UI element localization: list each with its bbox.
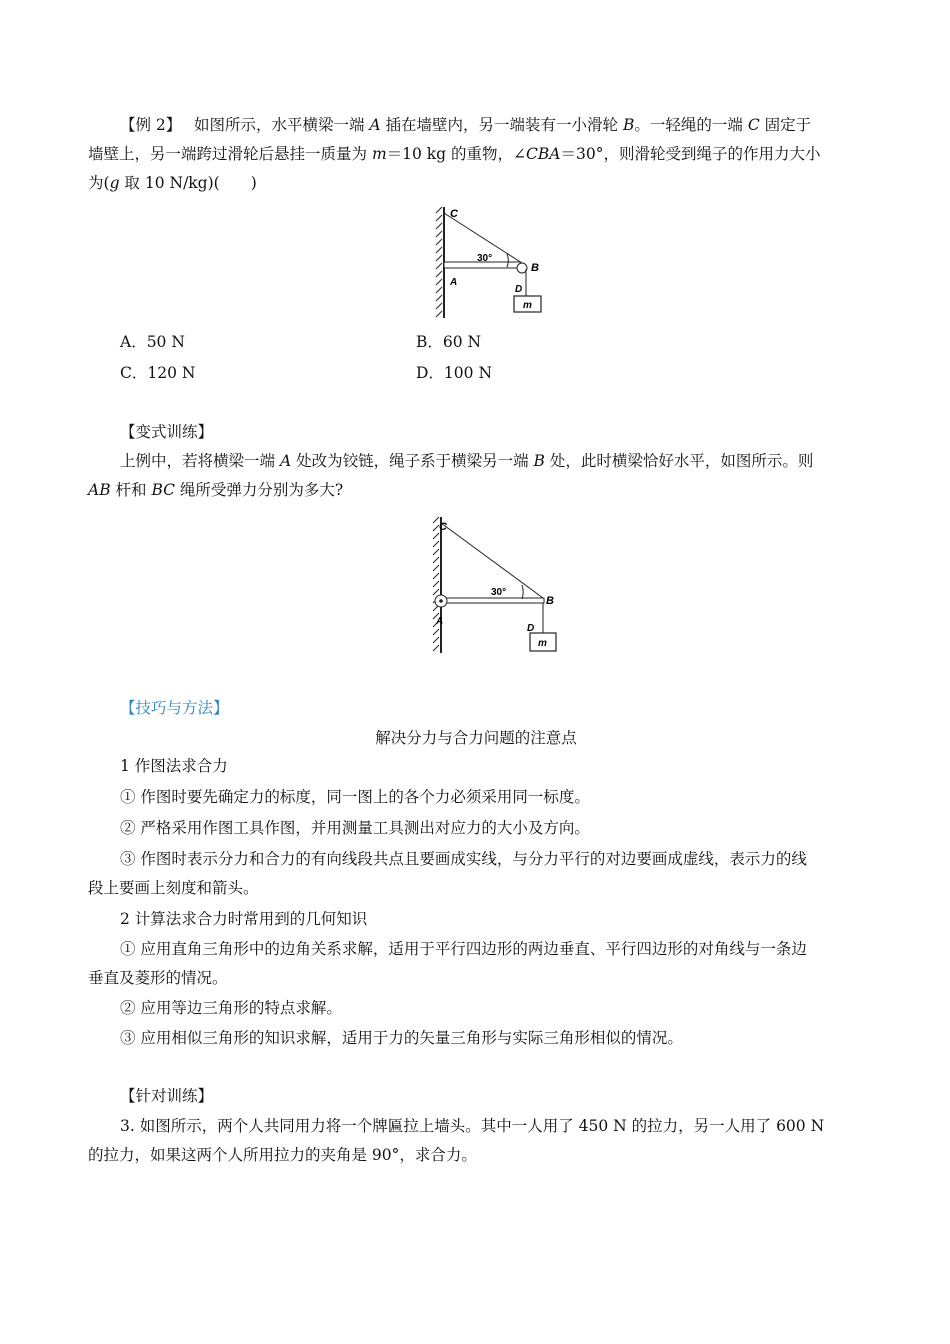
option-c[interactable]: C．120 N [120, 364, 196, 382]
tips-section-2: 2 计算法求合力时常用到的几何知识 [120, 910, 368, 928]
option-d[interactable]: D．100 N [416, 364, 493, 382]
label-c: C [450, 208, 458, 220]
variant-heading: 【变式训练】 [120, 423, 214, 441]
practice-heading: 【针对训练】 [120, 1087, 214, 1105]
label-b: B [531, 262, 539, 274]
example2-label: 【例 2】 [120, 116, 174, 134]
tips-item-2-3: ③ 应用相似三角形的知识求解，适用于力的矢量三角形与实际三角形相似的情况。 [120, 1029, 683, 1047]
angle-arc [522, 585, 523, 599]
label-b: B [546, 595, 554, 607]
label-m: m [523, 300, 532, 311]
option-a[interactable]: A．50 N [120, 333, 185, 351]
label-d: D [515, 284, 523, 295]
label-angle: 30° [491, 587, 507, 598]
wall-hatching [436, 207, 442, 317]
hinge-pin [439, 599, 443, 603]
tips-section-1: 1 作图法求合力 [120, 757, 228, 775]
label-a: A [450, 277, 458, 288]
practice-question-3: 3. 如图所示，两个人共同用力将一个牌匾拉上墙头。其中一人用了 450 N 的拉力，另一人用了 600 N 的拉力，如果这两个人所用拉力的夹角是 90°，求合力。 [88, 1117, 825, 1164]
label-m: m [538, 638, 547, 649]
angle-arc [507, 254, 508, 267]
label-a: A [436, 616, 444, 627]
variant-paragraph: 上例中，若将横梁一端 A 处改为铰链，绳子系于横梁另一端 B 处，此时横梁恰好水平，如图所示。则 AB 杆和 BC 绳所受弹力分别为多大? [88, 452, 814, 499]
tips-title: 解决分力与合力问题的注意点 [375, 729, 577, 747]
example2-paragraph: 【例 2】 如图所示，水平横梁一端 A 插在墙壁内，另一端装有一小滑轮 B。一轻绳的一端 C 固定于 墙壁上，另一端跨过滑轮后悬挂一质量为 m＝10 kg 的重物，∠CBA＝30°，则滑轮受到绳子的作用力大小 为(g 取 10 N/kg)( ) [88, 116, 821, 192]
label-angle: 30° [477, 253, 493, 264]
option-b[interactable]: B．60 N [416, 333, 482, 351]
wall-hatching [433, 517, 439, 651]
tips-heading: 【技巧与方法】 [120, 699, 229, 717]
horizontal-beam [441, 598, 544, 603]
label-d: D [527, 623, 535, 634]
tips-item-1-2: ② 严格采用作图工具作图，并用测量工具测出对应力的大小及方向。 [120, 819, 590, 837]
label-c: C [439, 521, 447, 533]
hinge-diagram [422, 513, 557, 655]
pulley-diagram [425, 203, 550, 318]
tips-item-1-3: ③ 作图时表示分力和合力的有向线段共点且要画成实线，与分力平行的对边要画成虚线，表示力的线 段上要画上刻度和箭头。 [88, 850, 807, 897]
tips-item-1-1: ① 作图时要先确定力的标度，同一图上的各个力必须采用同一标度。 [120, 788, 590, 806]
tips-item-2-1: ① 应用直角三角形中的边角关系求解，适用于平行四边形的两边垂直、平行四边形的对角线与一条边 垂直及菱形的情况。 [88, 940, 807, 987]
tips-item-2-2: ② 应用等边三角形的特点求解。 [120, 999, 342, 1017]
